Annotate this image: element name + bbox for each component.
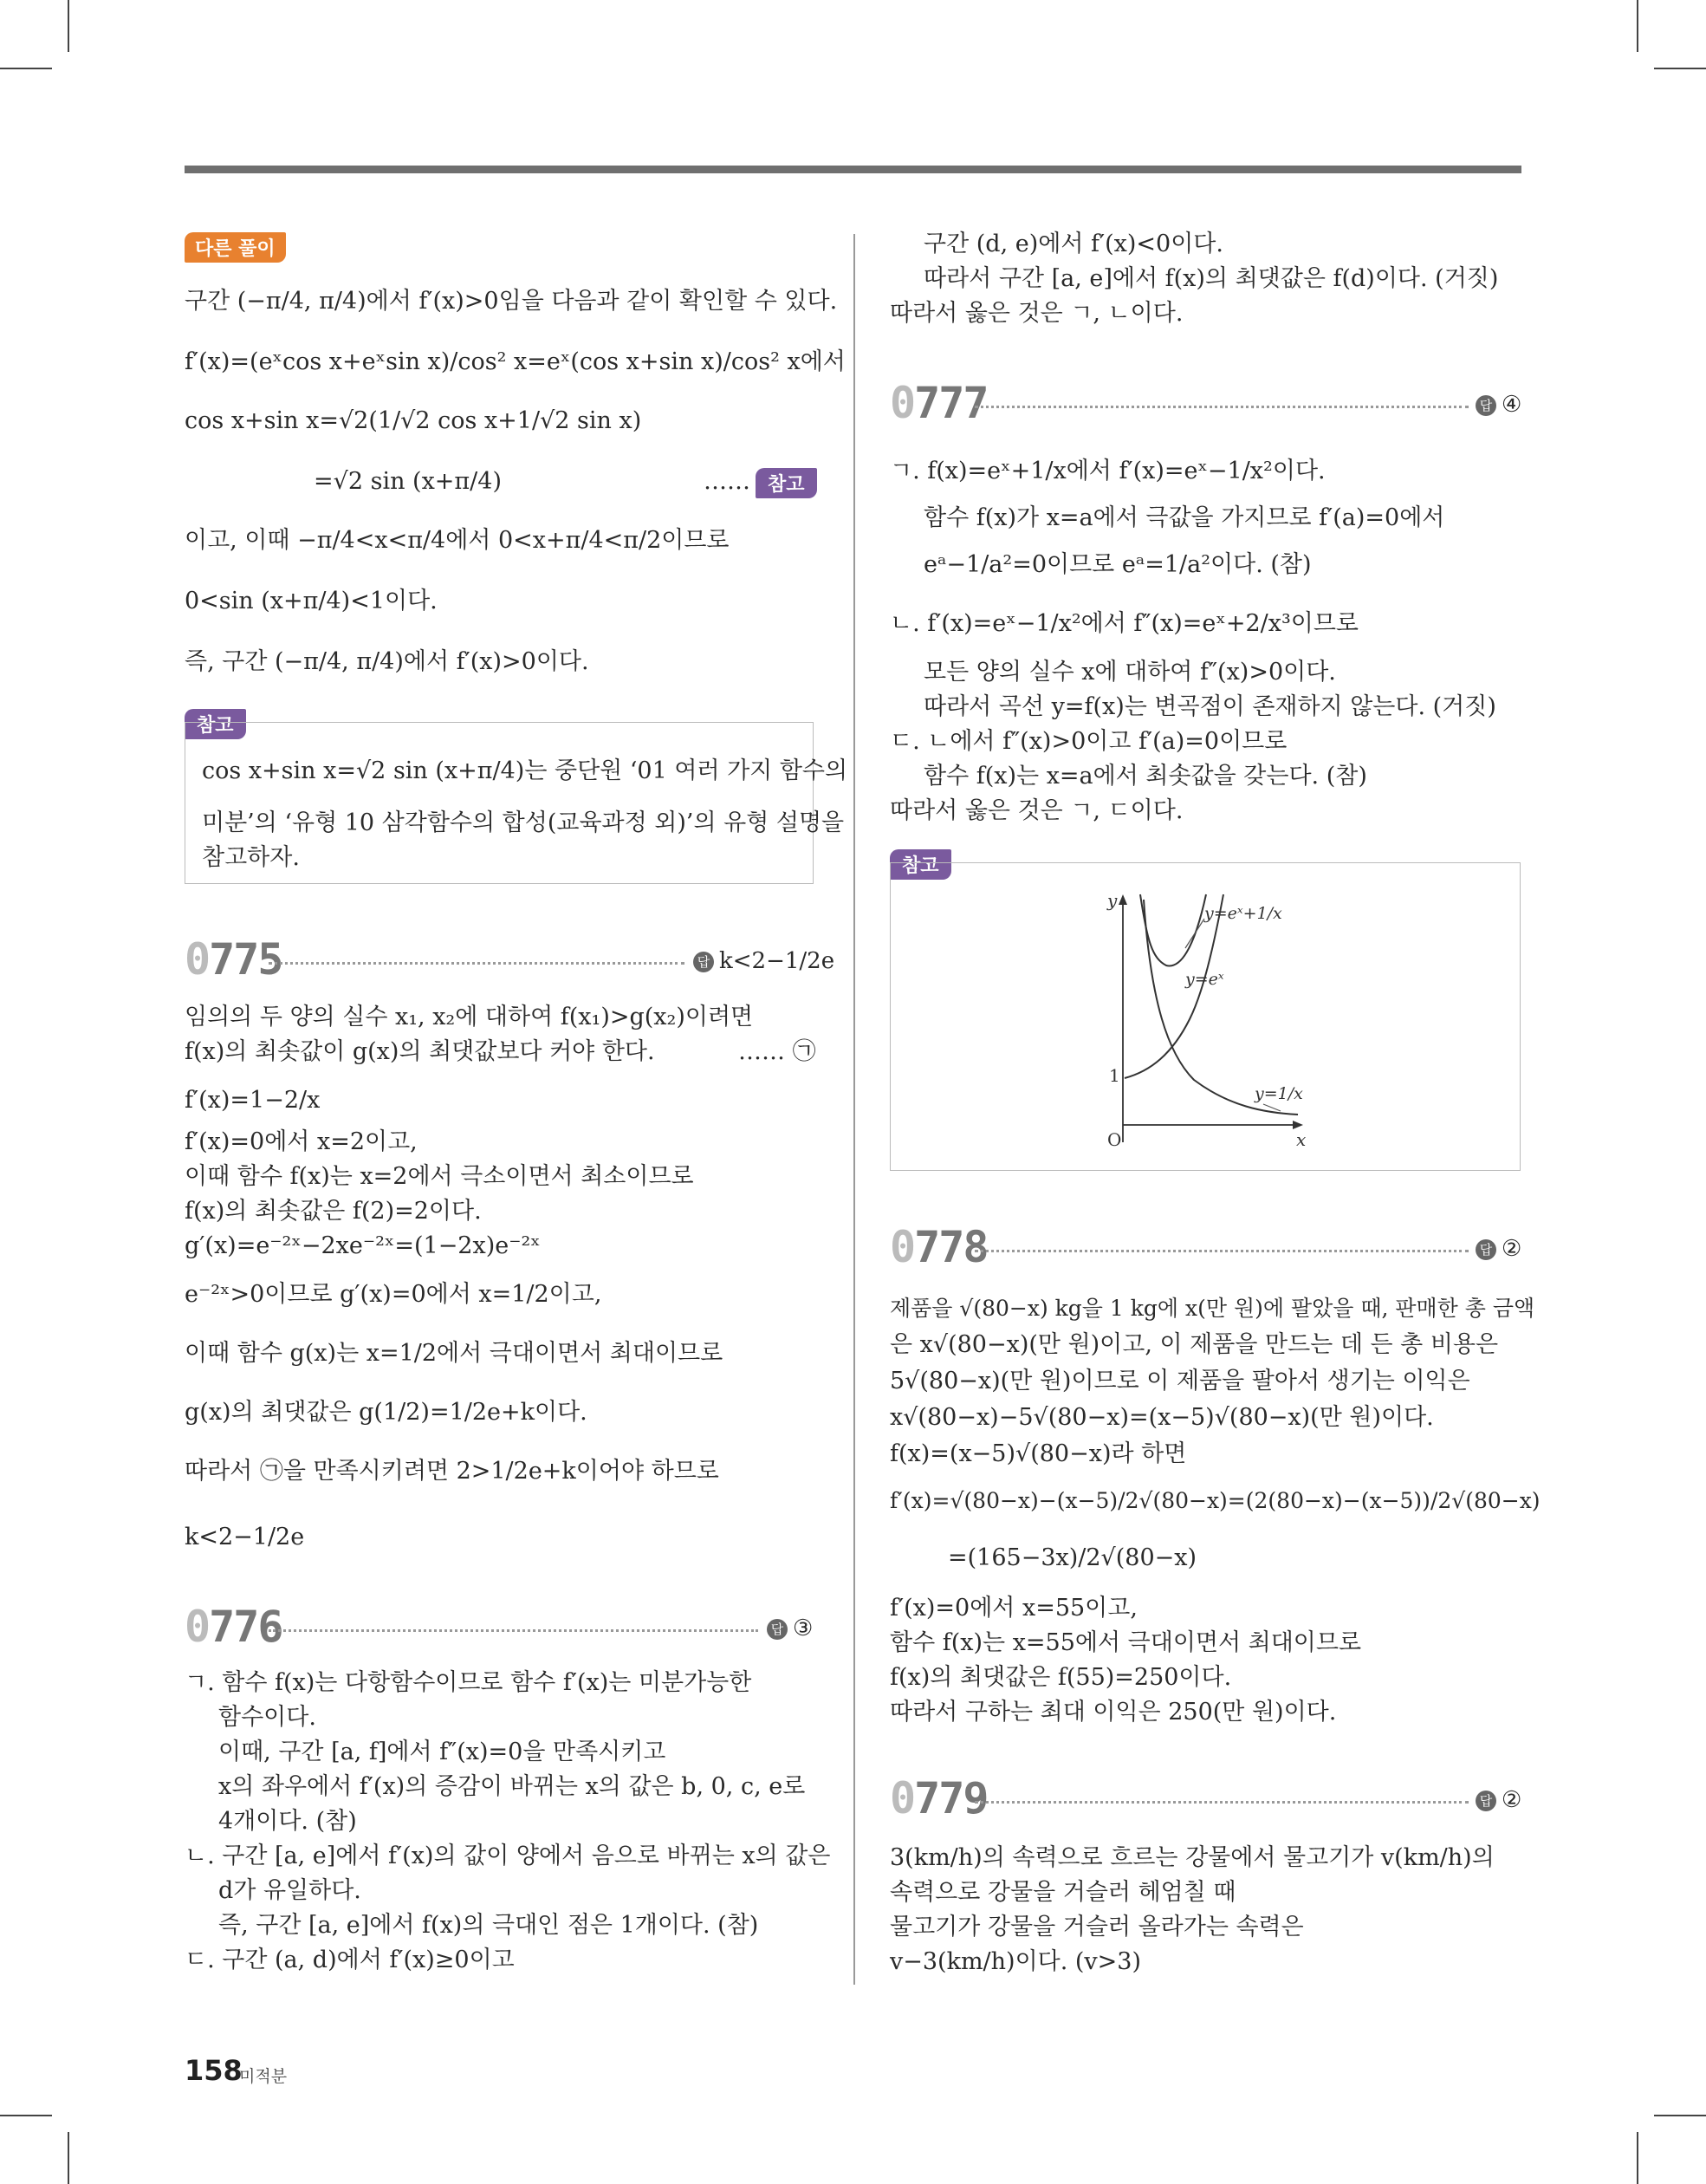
dotted-leader — [269, 962, 684, 965]
solution-line: 함수 f(x)는 x=a에서 최솟값을 갖는다. (참) — [924, 763, 1367, 790]
solution-line: 이때, 구간 [a, f]에서 f″(x)=0을 만족시키고 — [218, 1739, 666, 1765]
solution-line: ㄴ. f′(x)=eˣ−1/x²에서 f″(x)=eˣ+2/x³이므로 — [890, 610, 1359, 637]
solution-line: f′(x)=0에서 x=2이고, — [185, 1128, 418, 1155]
reference-line: 참고하자. — [202, 844, 300, 871]
crop-mark — [1654, 68, 1706, 69]
solution-line: 이때 함수 f(x)는 x=2에서 극소이면서 최소이므로 — [185, 1163, 694, 1190]
solution-line: g′(x)=e⁻²ˣ−2xe⁻²ˣ=(1−2x)e⁻²ˣ — [185, 1232, 541, 1259]
solution-line: k<2−1/2e — [185, 1524, 305, 1550]
crop-mark — [0, 68, 52, 69]
solution-line: ㄴ. 구간 [a, e]에서 f′(x)의 값이 양에서 음으로 바뀌는 x의 값은 — [185, 1843, 831, 1869]
curve-reciprocal-label: y=1/x — [1255, 1084, 1303, 1103]
alt-line: =√2 sin (x+π/4) — [314, 468, 502, 495]
problem-number: 0778 — [890, 1222, 988, 1272]
solution-line: 따라서 옳은 것은 ㄱ, ㄷ이다. — [890, 797, 1184, 824]
answer: 답 ④ — [1476, 392, 1521, 418]
solution-line: x√(80−x)−5√(80−x)=(x−5)√(80−x)(만 원)이다. — [890, 1404, 1434, 1431]
curve-exp-label: y=eˣ — [1185, 970, 1224, 989]
crop-mark — [1654, 2115, 1706, 2116]
graph-box — [890, 862, 1521, 1171]
reference-line: 미분’의 ‘유형 10 삼각함수의 합성(교육과정 외)’의 유형 설명을 — [202, 809, 845, 836]
solution-line: =(165−3x)/2√(80−x) — [948, 1544, 1197, 1571]
answer-icon: 답 — [767, 1619, 788, 1640]
alt-line: f′(x)=(eˣcos x+eˣsin x)/cos² x=eˣ(cos x+sin x)/cos² x에서 — [185, 348, 846, 375]
solution-line: d가 유일하다. — [218, 1877, 361, 1904]
reference-line: cos x+sin x=√2 sin (x+π/4)는 중단원 ‘01 여러 가지 함수의 — [202, 757, 848, 784]
solution-line: f′(x)=√(80−x)−(x−5)/2√(80−x)=(2(80−x)−(x−5))/2√(80−x) — [890, 1488, 1541, 1513]
problem-number: 0779 — [890, 1773, 988, 1823]
solution-line: 따라서 ㉠을 만족시키려면 2>1/2e+k이어야 하므로 — [185, 1458, 719, 1485]
solution-line: f(x)의 최솟값이 g(x)의 최댓값보다 커야 한다. — [185, 1038, 655, 1065]
function-graph — [891, 863, 1520, 1170]
solution-line: ㄷ. ㄴ에서 f″(x)>0이고 f′(a)=0이므로 — [890, 728, 1288, 755]
solution-line: 제품을 √(80−x) kg을 1 kg에 x(만 원)에 팔았을 때, 판매한 총 금액 — [890, 1296, 1535, 1321]
solution-line: 이때 함수 g(x)는 x=1/2에서 극대이면서 최대이므로 — [185, 1340, 723, 1367]
answer: 답 ③ — [767, 1615, 813, 1641]
solution-line: f′(x)=0에서 x=55이고, — [890, 1595, 1138, 1622]
y-axis-label: y — [1107, 890, 1118, 911]
equation-marker: …… ㉠ — [738, 1038, 816, 1065]
solution-line: 따라서 곡선 y=f(x)는 변곡점이 존재하지 않는다. (거짓) — [924, 693, 1496, 720]
alt-line: 이고, 이때 −π/4<x<π/4에서 0<x+π/4<π/2이므로 — [185, 527, 730, 554]
ref-marker: …… — [704, 468, 750, 495]
y-axis-arrow — [1119, 894, 1127, 905]
answer: 답 k<2−1/2e — [693, 948, 834, 974]
solution-line: 따라서 구간 [a, e]에서 f(x)의 최댓값은 f(d)이다. (거짓) — [924, 265, 1499, 292]
solution-line: 구간 (d, e)에서 f′(x)<0이다. — [924, 231, 1223, 257]
solution-line: 따라서 구하는 최대 이익은 250(만 원)이다. — [890, 1699, 1337, 1726]
solution-line: e⁻²ˣ>0이므로 g′(x)=0에서 x=1/2이고, — [185, 1281, 602, 1308]
answer: 답 ② — [1476, 1787, 1521, 1813]
reference-tag: 참고 — [890, 849, 951, 880]
answer-icon: 답 — [1476, 1239, 1496, 1260]
solution-line: f(x)=(x−5)√(80−x)라 하면 — [890, 1440, 1187, 1467]
crop-mark — [0, 2115, 52, 2116]
alt-line: 구간 (−π/4, π/4)에서 f′(x)>0임을 다음과 같이 확인할 수 있다. — [185, 288, 838, 315]
dotted-leader — [975, 1250, 1469, 1252]
solution-line: g(x)의 최댓값은 g(1/2)=1/2e+k이다. — [185, 1399, 587, 1426]
solution-line: f′(x)=1−2/x — [185, 1087, 321, 1114]
answer-icon: 답 — [693, 952, 714, 972]
solution-line: 은 x√(80−x)(만 원)이고, 이 제품을 만드는 데 든 총 비용은 — [890, 1331, 1499, 1358]
solution-line: 함수이다. — [218, 1704, 316, 1731]
solution-line: ㄷ. 구간 (a, d)에서 f′(x)≥0이고 — [185, 1947, 515, 1973]
answer-icon: 답 — [1476, 1791, 1496, 1811]
problem-number: 0777 — [890, 378, 988, 428]
curve-sum — [1140, 894, 1206, 965]
solution-line: 즉, 구간 [a, e]에서 f(x)의 극대인 점은 1개이다. (참) — [218, 1912, 759, 1939]
alt-line: cos x+sin x=√2(1/√2 cos x+1/√2 sin x) — [185, 407, 642, 434]
solution-line: 임의의 두 양의 실수 x₁, x₂에 대하여 f(x₁)>g(x₂)이려면 — [185, 1004, 754, 1030]
solution-line: v−3(km/h)이다. (v>3) — [890, 1948, 1142, 1975]
solution-line: eᵃ−1/a²=0이므로 eᵃ=1/a²이다. (참) — [924, 551, 1312, 578]
answer: 답 ② — [1476, 1236, 1521, 1262]
column-divider — [853, 234, 855, 1985]
solution-line: 4개이다. (참) — [218, 1808, 357, 1835]
solution-line: 속력으로 강물을 거슬러 헤엄칠 때 — [890, 1879, 1236, 1906]
answer-icon: 답 — [1476, 395, 1496, 416]
solution-line: x의 좌우에서 f′(x)의 증감이 바뀌는 x의 값은 b, 0, c, e로 — [218, 1773, 806, 1800]
alt-line: 0<sin (x+π/4)<1이다. — [185, 588, 438, 614]
solution-line: 물고기가 강물을 거슬러 올라가는 속력은 — [890, 1914, 1304, 1940]
solution-line: ㄱ. f(x)=eˣ+1/x에서 f′(x)=eˣ−1/x²이다. — [890, 458, 1326, 484]
solution-line: 모든 양의 실수 x에 대하여 f″(x)>0이다. — [924, 659, 1336, 686]
problem-number: 0776 — [185, 1602, 282, 1652]
page-subject: 미적분 — [239, 2067, 288, 2086]
x-axis-arrow — [1293, 1121, 1303, 1129]
reference-tag: 참고 — [185, 709, 246, 739]
crop-mark — [68, 2132, 69, 2184]
y-intercept-label: 1 — [1109, 1065, 1120, 1086]
solution-line: 5√(80−x)(만 원)이므로 이 제품을 팔아서 생기는 이익은 — [890, 1368, 1470, 1394]
curve-sum-label: y=eˣ+1/x — [1204, 904, 1282, 923]
dotted-leader — [975, 406, 1469, 408]
curve-reciprocal — [1144, 900, 1298, 1115]
x-axis-label: x — [1296, 1129, 1307, 1150]
dotted-leader — [975, 1801, 1469, 1804]
crop-mark — [68, 0, 69, 52]
problem-number: 0775 — [185, 934, 282, 985]
dotted-leader — [269, 1629, 758, 1632]
alt-solution-tag: 다른 풀이 — [185, 232, 286, 263]
label-leader — [1263, 1104, 1281, 1111]
page-number: 158 — [185, 2054, 243, 2087]
solution-line: f(x)의 최솟값은 f(2)=2이다. — [185, 1198, 482, 1225]
solution-line: 함수 f(x)는 x=55에서 극대이면서 최대이므로 — [890, 1629, 1362, 1656]
solution-line: 따라서 옳은 것은 ㄱ, ㄴ이다. — [890, 300, 1184, 327]
crop-mark — [1637, 2132, 1638, 2184]
solution-line: ㄱ. 함수 f(x)는 다항함수이므로 함수 f′(x)는 미분가능한 — [185, 1669, 752, 1696]
header-rule — [185, 166, 1521, 173]
solution-line: 3(km/h)의 속력으로 흐르는 강물에서 물고기가 v(km/h)의 — [890, 1844, 1495, 1871]
alt-line: 즉, 구간 (−π/4, π/4)에서 f′(x)>0이다. — [185, 648, 589, 675]
ref-tag-inline: 참고 — [756, 468, 817, 498]
solution-line: f(x)의 최댓값은 f(55)=250이다. — [890, 1664, 1232, 1691]
solution-line: 함수 f(x)가 x=a에서 극값을 가지므로 f′(a)=0에서 — [924, 504, 1445, 531]
origin-label: O — [1107, 1129, 1122, 1150]
label-leader — [1185, 919, 1204, 948]
crop-mark — [1637, 0, 1638, 52]
